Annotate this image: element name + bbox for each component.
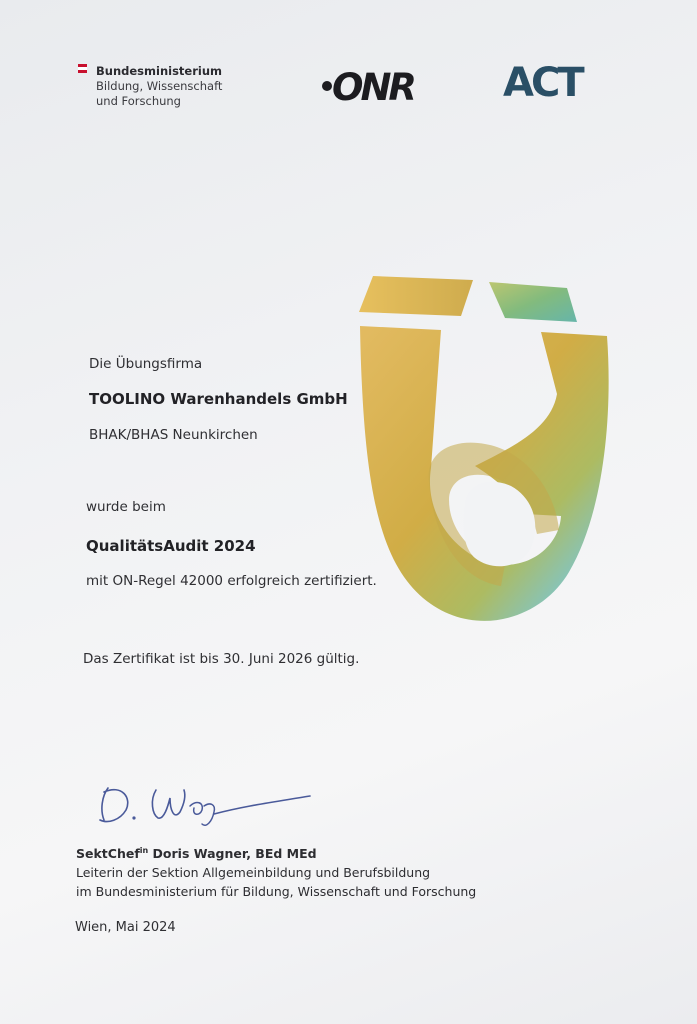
validity-text: Das Zertifikat ist bis 30. Juni 2026 gültig. [83, 651, 360, 667]
awarded-text: wurde beim [86, 499, 166, 515]
company-name: TOOLINO Warenhandels GmbH [89, 390, 348, 408]
act-logo-text: ACT [503, 60, 582, 104]
signatory-block [76, 841, 476, 901]
austrian-flag-icon [78, 64, 87, 73]
signatory-role-2: im Bundesministerium für Bildung, Wissenschaft und Forschung [76, 884, 477, 900]
signatory-role-1: Leiterin der Sektion Allgemeinbildung und Berufsbildung [76, 865, 431, 881]
signatory-title-suffix: in [139, 846, 149, 855]
intro-text: Die Übungsfirma [89, 356, 203, 372]
school-name: BHAK/BHAS Neunkirchen [89, 427, 258, 443]
act-logo [503, 56, 603, 104]
signatory-title: SektChef [76, 846, 140, 862]
certification-result: mit ON-Regel 42000 erfolgreich zertifiziert. [86, 573, 377, 589]
ministry-line-3: und Forschung [96, 94, 181, 108]
audit-title: QualitätsAudit 2024 [86, 537, 256, 555]
place-date: Wien, Mai 2024 [75, 920, 176, 935]
onr-logo-text: ONR [332, 66, 414, 108]
ministry-line-2: Bildung, Wissenschaft [96, 79, 223, 93]
ministry-line-1: Bundesministerium [96, 64, 222, 78]
ministry-logo [96, 64, 222, 109]
handwritten-signature [94, 776, 324, 836]
quality-audit-emblem [355, 268, 615, 648]
onr-logo [318, 62, 414, 108]
signatory-name-line [76, 841, 476, 863]
signatory-name: Doris Wagner, BEd MEd [148, 846, 317, 862]
